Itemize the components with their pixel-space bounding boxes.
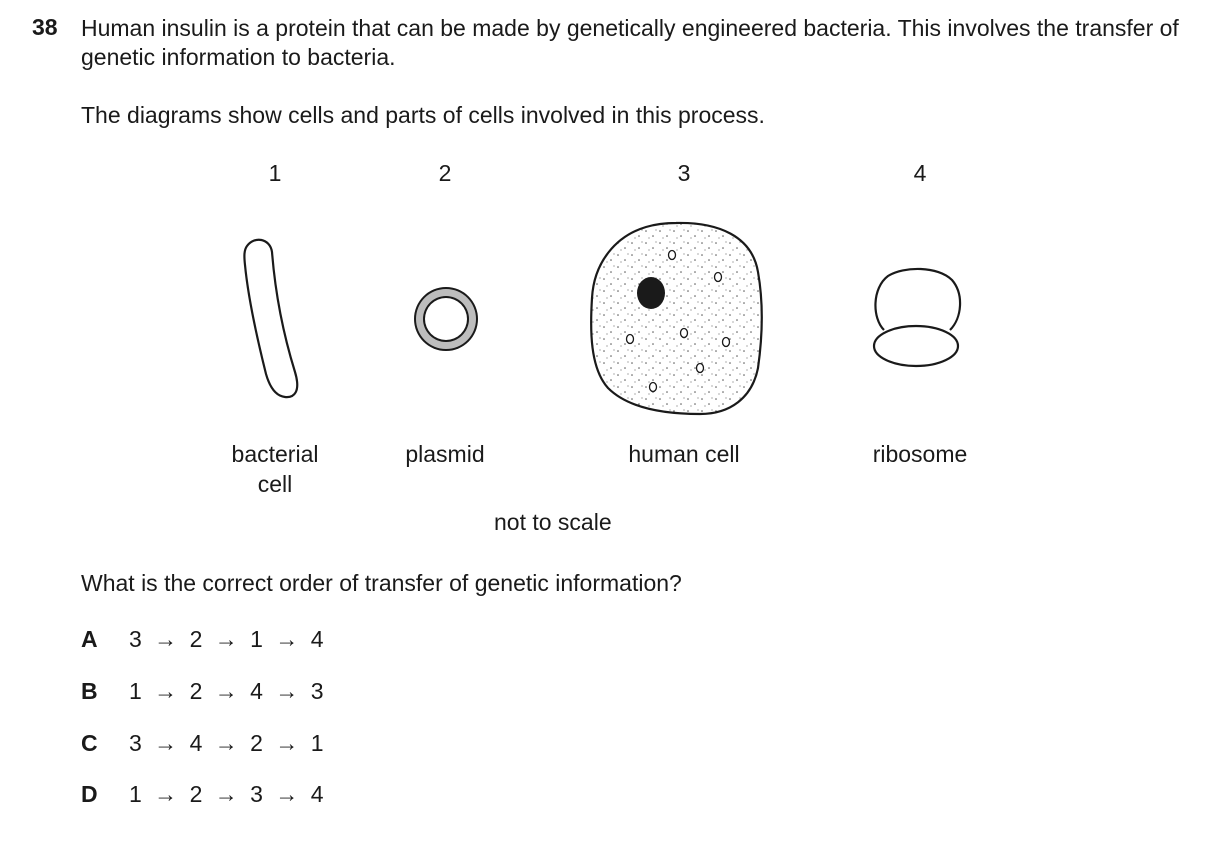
caption-plasmid: plasmid bbox=[405, 441, 485, 467]
option-letter: B bbox=[81, 678, 98, 704]
diagram-number-4: 4 bbox=[913, 160, 927, 186]
option-sequence: 3 → 4 → 2 → 1 bbox=[129, 730, 324, 756]
diagram-number-1: 1 bbox=[268, 160, 282, 186]
caption-bacterial-cell: bacterial cell bbox=[231, 441, 319, 497]
option-c[interactable] bbox=[81, 730, 324, 757]
caption-human-cell: human cell bbox=[628, 441, 740, 467]
option-a[interactable] bbox=[81, 626, 324, 653]
question-prompt: What is the correct order of transfer of genetic information? bbox=[81, 570, 682, 596]
diagram-number-3: 3 bbox=[677, 160, 691, 186]
human-cell-drawing bbox=[591, 223, 762, 414]
plasmid-drawing bbox=[414, 287, 478, 351]
scale-note: not to scale bbox=[494, 509, 612, 535]
option-sequence: 1 → 2 → 3 → 4 bbox=[129, 781, 324, 807]
ribosome-drawing bbox=[874, 269, 960, 366]
option-letter: C bbox=[81, 730, 98, 756]
bacterial-cell-drawing bbox=[244, 240, 297, 397]
diagram-intro: The diagrams show cells and parts of cells involved in this process. bbox=[81, 102, 765, 128]
caption-ribosome: ribosome bbox=[872, 441, 968, 467]
option-sequence: 1 → 2 → 4 → 3 bbox=[129, 678, 324, 704]
option-letter: A bbox=[81, 626, 98, 652]
option-letter: D bbox=[81, 781, 98, 807]
option-b[interactable] bbox=[81, 678, 324, 705]
diagram-number-2: 2 bbox=[438, 160, 452, 186]
option-sequence: 3 → 2 → 1 → 4 bbox=[129, 626, 324, 652]
question-number: 38 bbox=[32, 14, 58, 40]
question-stem: Human insulin is a protein that can be made by genetically engineered bacteria. This involves the transfer of genetic information to bacteria. bbox=[81, 15, 1179, 70]
option-d[interactable] bbox=[81, 781, 324, 808]
